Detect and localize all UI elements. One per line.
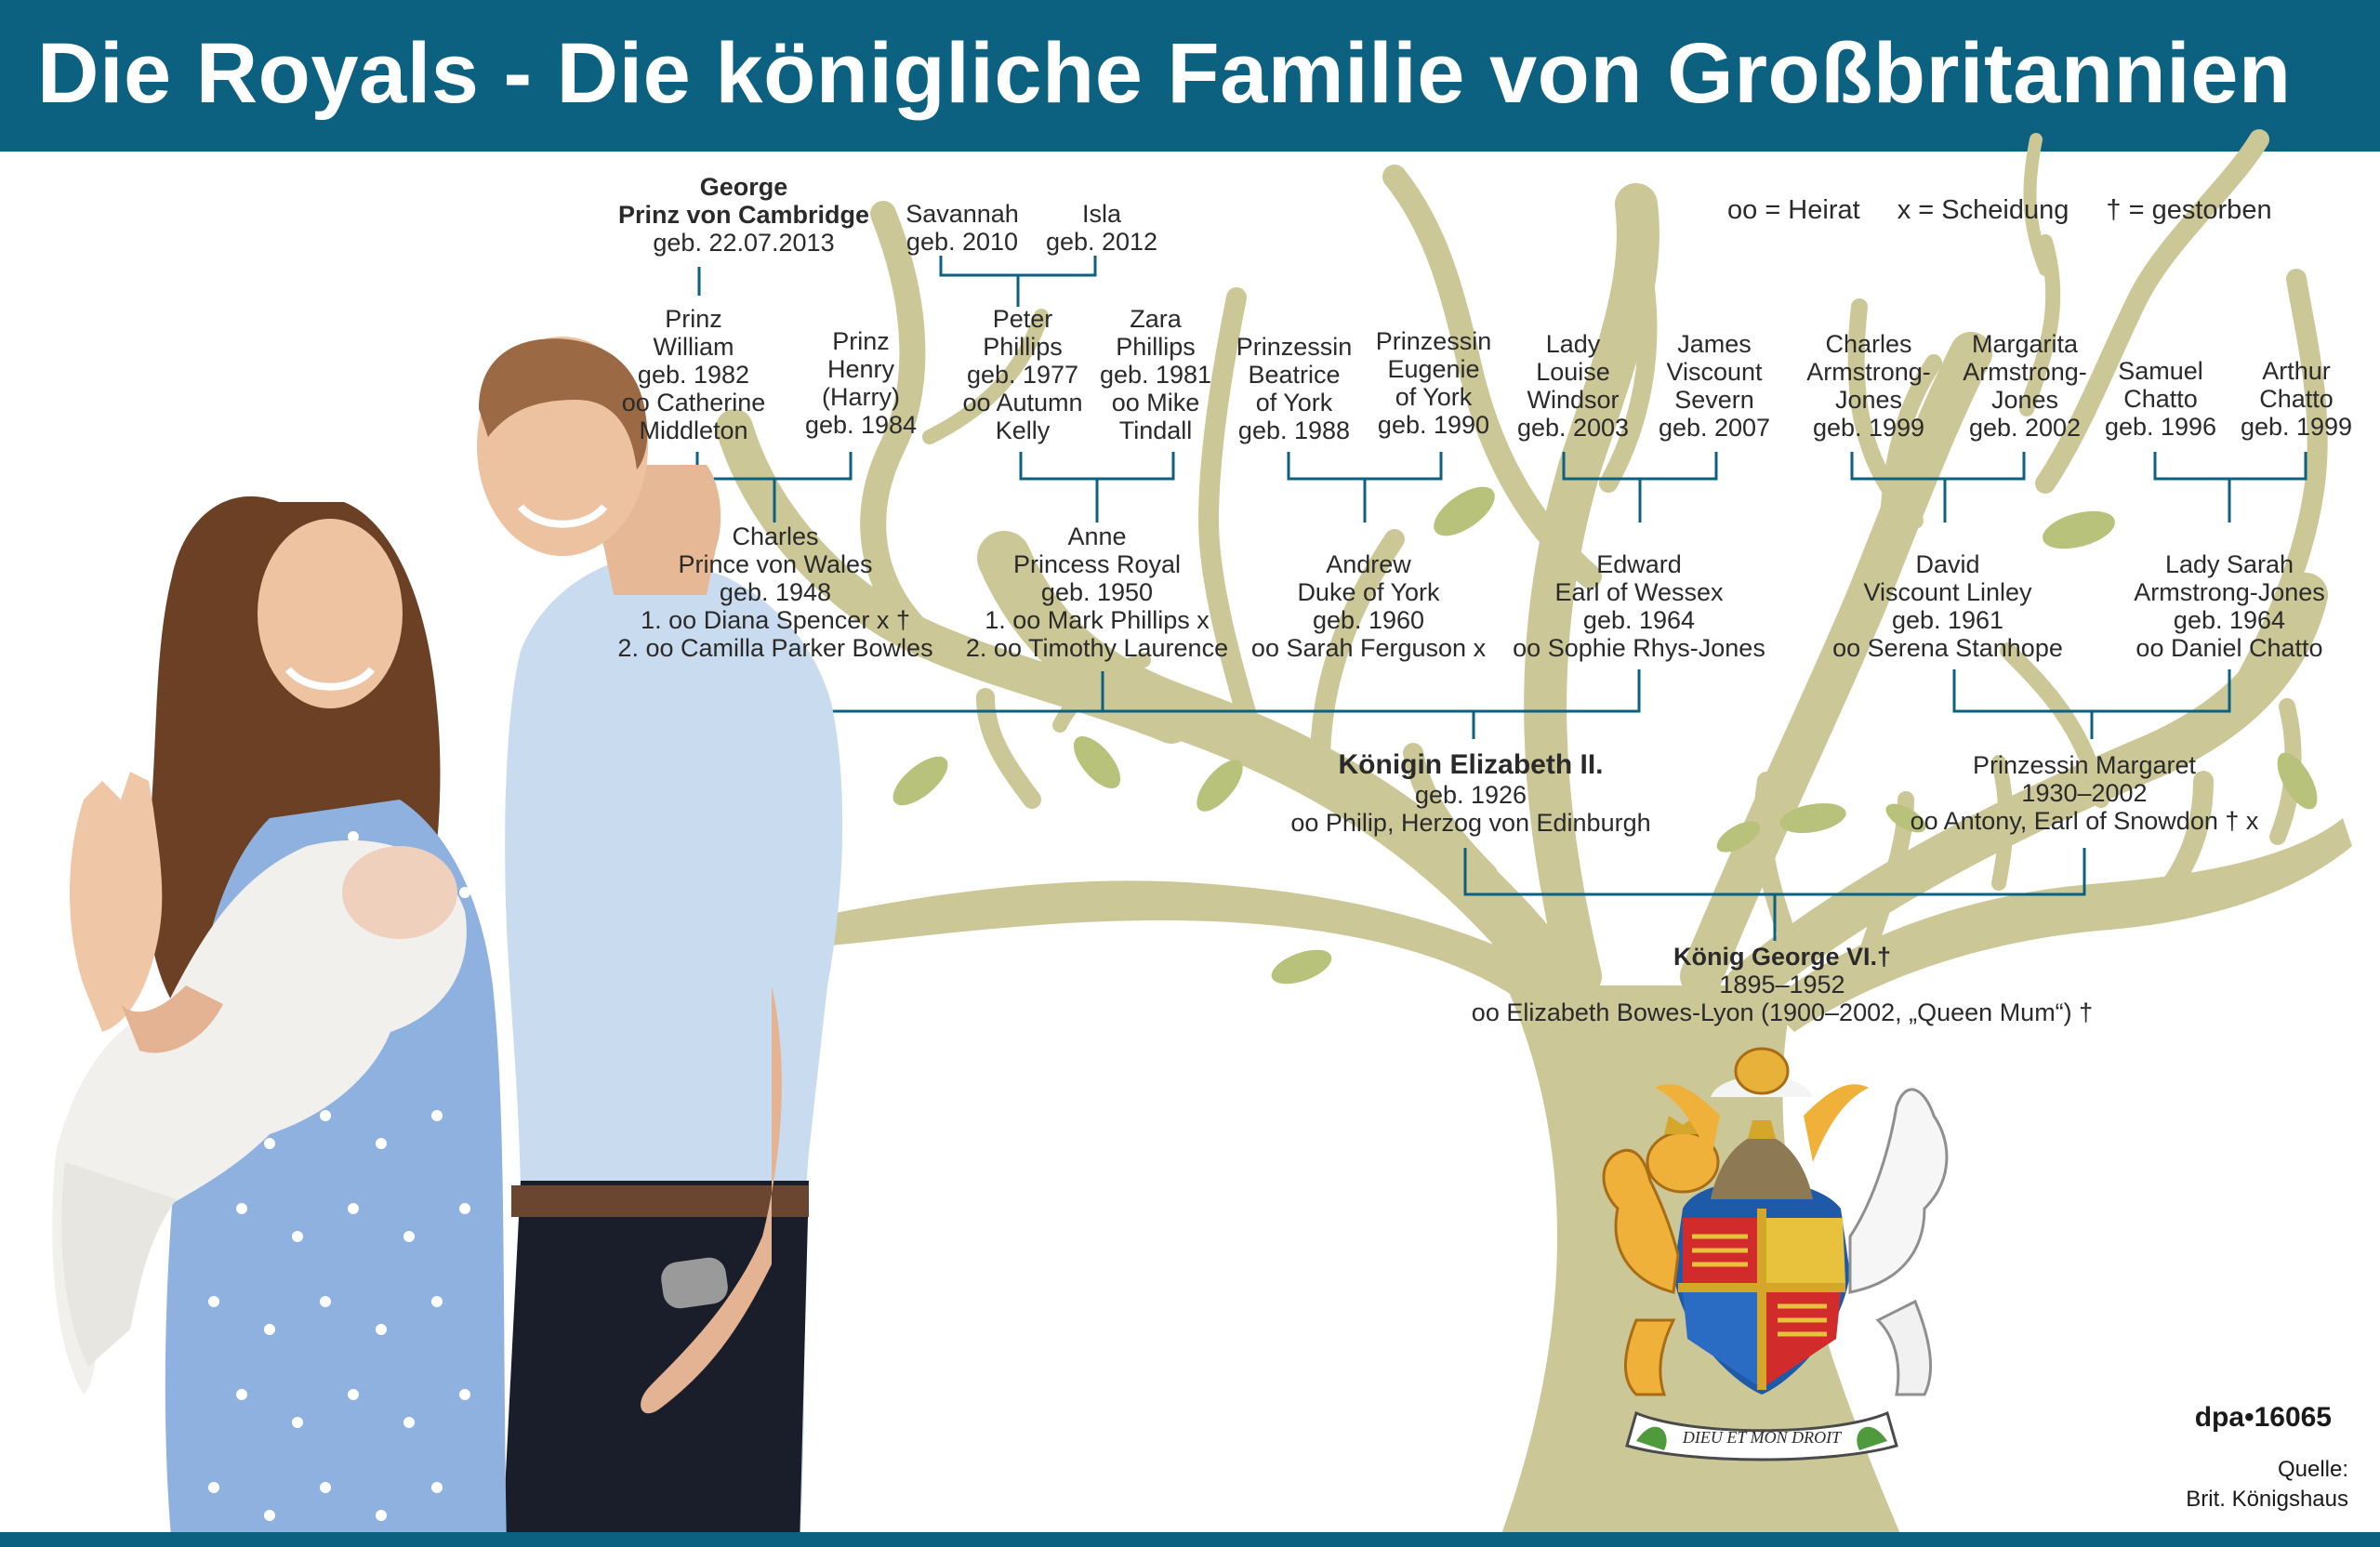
person-spouse: oo Daniel Chatto [2135, 634, 2323, 662]
person-samuel [2105, 357, 2216, 441]
person-line: Prinz [665, 305, 722, 333]
person-spouse: oo Elizabeth Bowes-Lyon (1900–2002, „Queen Mum“) † [1471, 998, 2094, 1026]
person-line: Duke of York [1297, 578, 1440, 606]
person-spouse: oo Catherine [621, 389, 766, 416]
person-line: Prinz [832, 327, 890, 355]
person-david [1832, 550, 2063, 662]
person-spouse: Kelly [995, 416, 1051, 444]
person-spouse: oo Autumn [962, 389, 1083, 416]
person-years: 1895–1952 [1719, 971, 1845, 998]
person-born: geb. 2002 [1968, 414, 2082, 442]
legend-died: † = gestorben [2106, 195, 2272, 225]
person-born: geb. 1964 [1582, 606, 1696, 634]
person-line: Anne [1067, 522, 1127, 550]
person-line: Windsor [1527, 386, 1620, 414]
credit-label: dpa•16065 [2194, 1402, 2332, 1433]
person-eugenie [1376, 327, 1492, 439]
person-line: Prinzessin [1375, 327, 1492, 355]
person-queen-elizabeth [1290, 749, 1650, 837]
person-line: Lady Sarah [2164, 550, 2294, 578]
person-line: David [1915, 550, 1980, 578]
person-line: Armstrong- [1963, 358, 2087, 386]
person-name: König George VI.† [1673, 943, 1892, 971]
person-line: Viscount [1666, 358, 1763, 386]
person-line: Zara [1130, 305, 1182, 333]
person-king-george-vi [1472, 943, 2093, 1026]
person-spouse: oo Antony, Earl of Snowdon † x [1910, 807, 2259, 835]
legend-divorce: x = Scheidung [1897, 195, 2069, 225]
person-name: Isla [1081, 200, 1122, 228]
person-line: Louise [1536, 358, 1610, 386]
person-line: James [1677, 330, 1752, 358]
person-princess-margaret [1911, 751, 2259, 835]
person-arthur [2241, 357, 2352, 441]
person-line: Eugenie [1387, 355, 1480, 383]
person-born: geb. 1988 [1237, 416, 1351, 444]
person-line: Chatto [2259, 385, 2334, 413]
person-line: Severn [1674, 386, 1754, 414]
person-name: Savannah [906, 200, 1019, 228]
person-line: Beatrice [1248, 361, 1341, 389]
person-line: Jones [1834, 386, 1903, 414]
person-name: Königin Elizabeth II. [1338, 749, 1604, 780]
person-name: George [699, 173, 788, 201]
person-born: geb. 1926 [1414, 781, 1527, 809]
person-louise [1517, 330, 1629, 442]
person-line: Jones [1990, 386, 2059, 414]
person-line: Charles [1825, 330, 1912, 358]
person-line: Phillips [1116, 333, 1196, 361]
person-line: Prinzessin [1236, 333, 1353, 361]
person-savannah [906, 200, 1019, 256]
person-spouse: oo Serena Stanhope [1832, 634, 2063, 662]
person-spouse: oo Mike [1111, 389, 1200, 416]
person-spouse: oo Sophie Rhys-Jones [1513, 634, 1765, 662]
source-name: Brit. Königshaus [2186, 1487, 2348, 1512]
person-line: Armstrong-Jones [2134, 578, 2325, 606]
person-peter [962, 305, 1082, 444]
person-born: geb. 1960 [1312, 606, 1425, 634]
person-line: Henry [826, 355, 895, 383]
person-line: Princess Royal [1012, 550, 1182, 578]
person-spouse: Middleton [639, 416, 748, 444]
person-harry [805, 327, 917, 439]
page-title: Die Royals - Die königliche Familie von Großbritannien [37, 26, 2292, 121]
person-born: geb. 1964 [2173, 606, 2286, 634]
person-line: (Harry) [822, 383, 900, 411]
person-spouse: 1. oo Diana Spencer x † [641, 606, 910, 634]
person-born: geb. 22.07.2013 [653, 229, 835, 257]
couple-photo [52, 337, 842, 1547]
person-line: Chatto [2123, 385, 2198, 413]
person-title: Prinz von Cambridge [617, 201, 870, 229]
source-note [2186, 1455, 2348, 1514]
legend-marriage: oo = Heirat [1727, 195, 1860, 225]
person-spouse: oo Philip, Herzog von Edinburgh [1290, 809, 1651, 837]
person-line: Earl of Wessex [1554, 578, 1724, 606]
person-line: Edward [1596, 550, 1682, 578]
person-born: geb. 1984 [804, 411, 918, 439]
person-spouse: 2. oo Camilla Parker Bowles [617, 634, 933, 662]
person-born: geb. 1999 [1812, 414, 1925, 442]
person-line: Prince von Wales [678, 550, 873, 578]
footer-bar [0, 1532, 2380, 1547]
source-label: Quelle: [2277, 1457, 2348, 1482]
person-andrew [1251, 550, 1486, 662]
person-spouse: 2. oo Timothy Laurence [965, 634, 1229, 662]
person-zara [1100, 305, 1211, 444]
person-line: Andrew [1326, 550, 1411, 578]
person-lady-sarah [2134, 550, 2325, 662]
person-william [622, 305, 766, 444]
person-spouse: oo Sarah Ferguson x [1250, 634, 1487, 662]
person-born: geb. 1990 [1377, 411, 1490, 439]
person-line: Peter [992, 305, 1053, 333]
person-george [618, 173, 869, 257]
person-line: Viscount Linley [1863, 578, 2032, 606]
person-years: 1930–2002 [2021, 779, 2148, 807]
person-spouse: 1. oo Mark Phillips x [985, 606, 1210, 634]
person-isla [1046, 200, 1157, 256]
person-born: geb. 1999 [2240, 413, 2353, 441]
person-line: of York [1255, 389, 1333, 416]
person-born: geb. 1961 [1891, 606, 2004, 634]
legend [1727, 193, 2302, 227]
person-born: geb. 1982 [637, 361, 750, 389]
person-born: geb. 2010 [906, 228, 1019, 256]
person-line: Arthur [2262, 357, 2331, 385]
person-born: geb. 1948 [719, 578, 832, 606]
person-anne [966, 522, 1228, 662]
person-line: Lady [1545, 330, 1601, 358]
person-line: Charles [732, 522, 819, 550]
person-born: geb. 1950 [1040, 578, 1154, 606]
person-line: William [653, 333, 734, 361]
person-line: Margarita [1971, 330, 2079, 358]
person-line: Samuel [2118, 357, 2203, 385]
person-spouse: Tindall [1118, 416, 1193, 444]
person-charles-armstrong-jones [1806, 330, 1931, 442]
person-born: geb. 1977 [966, 361, 1079, 389]
person-line: of York [1395, 383, 1473, 411]
person-charles [617, 522, 932, 662]
person-born: geb. 1981 [1099, 361, 1212, 389]
person-line: Armstrong- [1806, 358, 1931, 386]
crest-motto: DIEU ET MON DROIT [1682, 1428, 1842, 1447]
person-margarita [1963, 330, 2087, 442]
person-name: Prinzessin Margaret [1972, 751, 2197, 779]
person-edward [1513, 550, 1765, 662]
person-born: geb. 2012 [1045, 228, 1158, 256]
person-james [1659, 330, 1770, 442]
person-line: Phillips [983, 333, 1063, 361]
person-born: geb. 2007 [1658, 414, 1771, 442]
person-born: geb. 1996 [2104, 413, 2217, 441]
person-beatrice [1236, 333, 1353, 444]
person-born: geb. 2003 [1516, 414, 1630, 442]
